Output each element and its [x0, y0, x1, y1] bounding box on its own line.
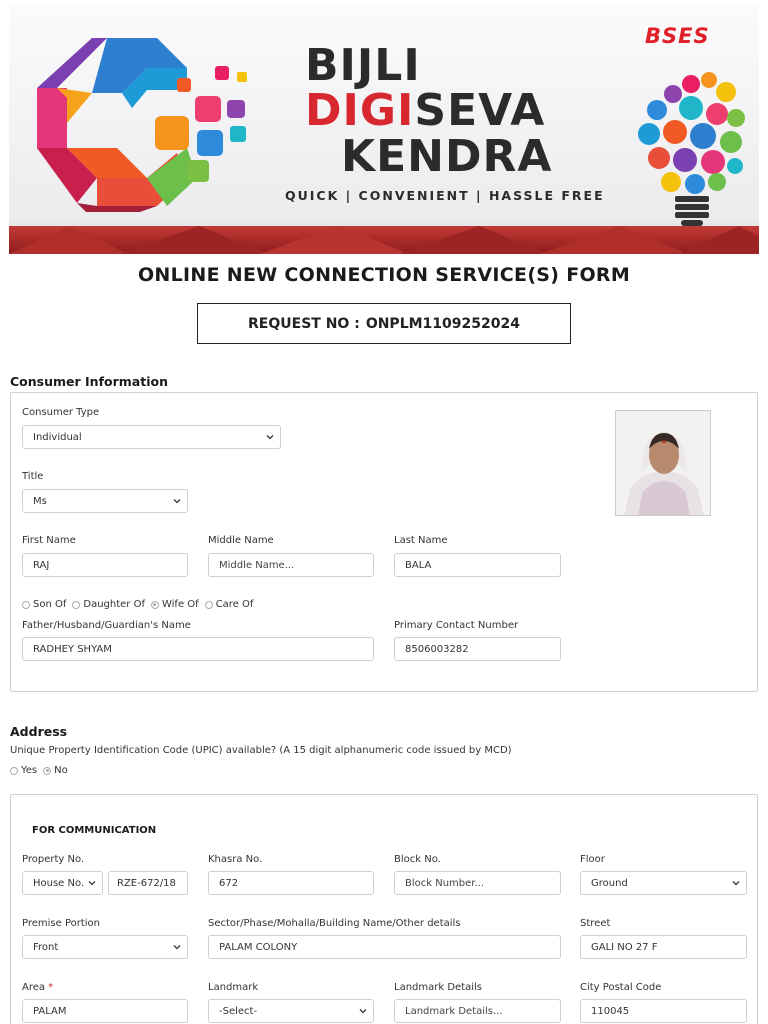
- header-banner: [9, 4, 759, 254]
- landmark-details-placeholder: Landmark Details...: [405, 1005, 503, 1017]
- radio-dot: [10, 767, 18, 775]
- contact-number-label: Primary Contact Number: [394, 620, 519, 631]
- area-label-text: Area: [22, 982, 46, 993]
- brand-digi: DIGI: [305, 85, 415, 136]
- person-photo-icon: [616, 411, 711, 516]
- banner-floor: [9, 226, 759, 254]
- block-label: Block No.: [394, 854, 441, 865]
- landmark-label: Landmark: [208, 982, 259, 993]
- middle-name-placeholder: Middle Name...: [219, 559, 295, 571]
- block-placeholder: Block Number...: [405, 877, 485, 889]
- sector-label: Sector/Phase/Mohalla/Building Name/Other details: [208, 918, 461, 929]
- brand-seva: SEVA: [414, 85, 546, 136]
- radio-wife-of-label: Wife Of: [161, 599, 199, 610]
- premise-portion-label: Premise Portion: [22, 918, 101, 929]
- postal-code-value: 110045: [591, 1005, 630, 1017]
- chevron-down-icon: [173, 497, 181, 505]
- postal-code-label: City Postal Code: [580, 982, 662, 993]
- street-value: GALI NO 27 F: [591, 941, 658, 953]
- property-type-select[interactable]: [22, 871, 103, 895]
- last-name-value: BALA: [405, 559, 432, 571]
- relation-radio-group: [22, 599, 259, 610]
- required-asterisk: *: [48, 982, 54, 993]
- title-select[interactable]: [22, 489, 188, 513]
- brand-tagline: QUICK | CONVENIENT | HASSLE FREE: [285, 188, 605, 203]
- request-number: ONPLM1109252024: [365, 315, 520, 332]
- chevron-down-icon: [173, 943, 181, 951]
- premise-portion-select[interactable]: [22, 935, 188, 959]
- radio-son-of-label: Son Of: [33, 599, 67, 610]
- middle-name-input[interactable]: [208, 553, 374, 577]
- request-number-box: [197, 303, 571, 344]
- khasra-value: 672: [219, 877, 239, 889]
- last-name-input[interactable]: [394, 553, 561, 577]
- area-value: PALAM: [33, 1005, 67, 1017]
- radio-care-of-label: Care Of: [215, 599, 254, 610]
- first-name-label: First Name: [22, 535, 76, 546]
- landmark-details-input[interactable]: [394, 999, 561, 1023]
- radio-dot: [205, 601, 213, 609]
- floor-label: Floor: [580, 854, 605, 865]
- address-heading: Address: [10, 724, 68, 739]
- digiseva-logo-icon: [31, 32, 261, 212]
- street-input[interactable]: [580, 935, 747, 959]
- landmark-details-label: Landmark Details: [394, 982, 483, 993]
- property-no-input[interactable]: [108, 871, 188, 895]
- first-name-value: RAJ: [33, 559, 50, 571]
- consumer-type-value: Individual: [33, 431, 82, 443]
- landmark-value: -Select-: [219, 1005, 258, 1017]
- radio-dot-selected: [43, 767, 51, 775]
- page-title: ONLINE NEW CONNECTION SERVICE(S) FORM: [137, 264, 631, 286]
- brand-wordmark: [305, 40, 553, 182]
- floor-value: Ground: [591, 877, 628, 889]
- contact-number-input[interactable]: [394, 637, 561, 661]
- bses-logo: BSES: [645, 24, 710, 48]
- property-no-label: Property No.: [22, 854, 85, 865]
- upic-question: Unique Property Identification Code (UPIC) available? (A 15 digit alphanumeric code issued by MCD): [10, 745, 512, 756]
- guardian-name-label: Father/Husband/Guardian's Name: [22, 620, 191, 631]
- khasra-input[interactable]: [208, 871, 374, 895]
- guardian-name-input[interactable]: [22, 637, 374, 661]
- chevron-down-icon: [359, 1007, 367, 1015]
- area-label: [22, 982, 53, 993]
- title-label: Title: [22, 471, 44, 482]
- postal-code-input[interactable]: [580, 999, 747, 1023]
- brand-line-3: KENDRA: [341, 131, 553, 182]
- brand-line-1: BIJLI: [305, 40, 421, 91]
- radio-son-of[interactable]: [22, 599, 66, 610]
- consumer-info-heading: Consumer Information: [10, 374, 168, 389]
- radio-wife-of[interactable]: [151, 599, 199, 610]
- upic-radio-group: [10, 765, 74, 776]
- radio-upic-no[interactable]: [43, 765, 68, 776]
- sector-value: PALAM COLONY: [219, 941, 298, 953]
- radio-daughter-of[interactable]: [72, 599, 145, 610]
- contact-number-value: 8506003282: [405, 643, 469, 655]
- radio-upic-no-label: No: [54, 765, 68, 776]
- property-no-value: RZE-672/18: [117, 877, 176, 889]
- radio-dot-selected: [151, 601, 159, 609]
- block-input[interactable]: [394, 871, 561, 895]
- communication-heading: FOR COMMUNICATION: [32, 825, 157, 836]
- brand-line-2: [305, 85, 552, 136]
- chevron-down-icon: [266, 433, 274, 441]
- radio-daughter-of-label: Daughter Of: [83, 599, 145, 610]
- request-label: REQUEST NO :: [248, 315, 360, 332]
- chevron-down-icon: [732, 879, 740, 887]
- landmark-select[interactable]: [208, 999, 374, 1023]
- idea-bulb-icon: [631, 62, 751, 242]
- radio-dot: [72, 601, 80, 609]
- radio-care-of[interactable]: [205, 599, 254, 610]
- chevron-down-icon: [88, 879, 96, 887]
- consumer-photo: [615, 410, 711, 516]
- radio-upic-yes[interactable]: [10, 765, 37, 776]
- property-type-value: House No.: [33, 877, 85, 889]
- premise-portion-value: Front: [33, 941, 59, 953]
- consumer-type-select[interactable]: [22, 425, 281, 449]
- street-label: Street: [580, 918, 611, 929]
- last-name-label: Last Name: [394, 535, 448, 546]
- radio-dot: [22, 601, 30, 609]
- radio-upic-yes-label: Yes: [21, 765, 38, 776]
- floor-select[interactable]: [580, 871, 747, 895]
- middle-name-label: Middle Name: [208, 535, 274, 546]
- khasra-label: Khasra No.: [208, 854, 263, 865]
- sector-input[interactable]: [208, 935, 561, 959]
- title-value: Ms: [33, 495, 47, 507]
- first-name-input[interactable]: [22, 553, 188, 577]
- area-input[interactable]: [22, 999, 188, 1023]
- consumer-type-label: Consumer Type: [22, 407, 100, 418]
- guardian-name-value: RADHEY SHYAM: [33, 643, 112, 655]
